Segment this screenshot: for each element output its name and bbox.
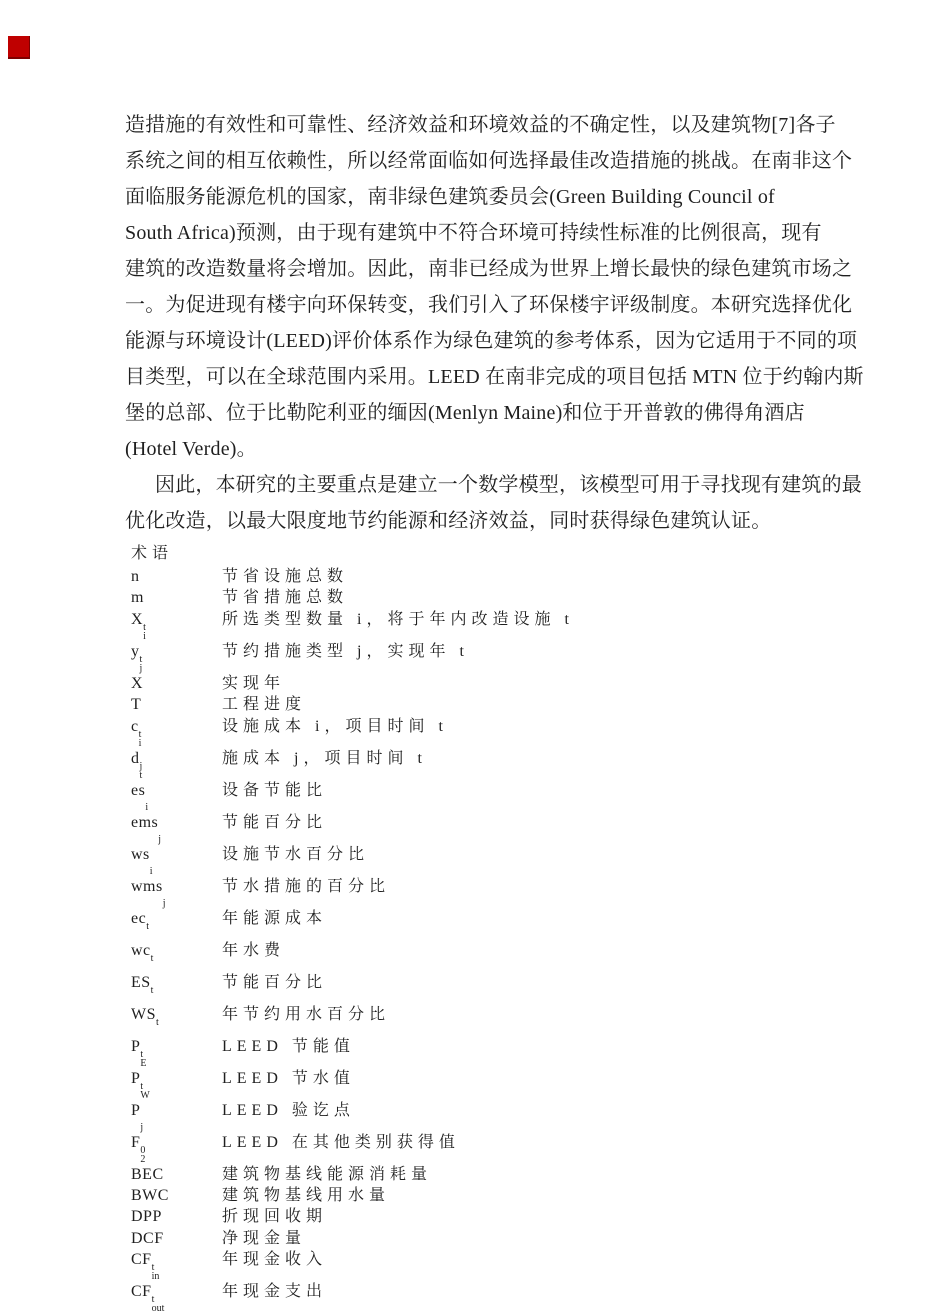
- symbol-scripts: [145, 794, 148, 812]
- symbol-scripts: [151, 954, 154, 972]
- symbol-base: T: [131, 696, 142, 714]
- glossary-definition: 节省措施总数: [222, 589, 349, 607]
- glossary-row: [131, 673, 847, 694]
- symbol-subscript: [156, 1027, 159, 1036]
- glossary-section: [131, 543, 847, 1313]
- glossary-symbol: [131, 1249, 222, 1281]
- paragraph-2: [125, 467, 862, 539]
- glossary-symbol: [131, 1164, 222, 1185]
- symbol-base: n: [131, 568, 140, 585]
- symbol-base: X: [131, 674, 144, 692]
- glossary-row: [131, 876, 847, 908]
- glossary-definition: LEED 在其他类别获得值: [222, 1133, 460, 1151]
- symbol-subscript: E: [140, 1057, 147, 1069]
- glossary-row: [131, 1228, 847, 1249]
- glossary-list: [131, 566, 847, 1313]
- paragraph-line: 造措施的有效性和可靠性、经济效益和环境效益的不确定性，以及建筑物[7]各子: [125, 114, 836, 136]
- glossary-definition: 节约措施类型 j，实现年 t: [222, 642, 469, 660]
- symbol-scripts: [140, 1050, 146, 1068]
- symbol-subscript: i: [143, 630, 146, 642]
- symbol-base: F: [131, 1133, 141, 1151]
- symbol-subscript: i: [149, 865, 153, 877]
- symbol-scripts: [150, 858, 153, 876]
- glossary-symbol: [131, 1206, 222, 1227]
- glossary-row: [131, 1068, 847, 1100]
- glossary-definition: 建筑物基线能源消耗量: [222, 1165, 433, 1183]
- glossary-symbol: [131, 1185, 222, 1206]
- glossary-symbol: [131, 908, 222, 940]
- symbol-scripts: [158, 826, 161, 844]
- symbol-scripts: [152, 1263, 160, 1281]
- symbol-base: DPP: [131, 1208, 162, 1226]
- glossary-definition: 净现金量: [222, 1229, 307, 1247]
- glossary-definition: 设施成本 i，项目时间 t: [222, 717, 448, 735]
- glossary-definition: 设备节能比: [222, 781, 328, 799]
- glossary-symbol: [131, 716, 222, 748]
- glossary-row: [131, 566, 847, 587]
- symbol-subscript: 2: [140, 1153, 146, 1165]
- glossary-definition: 节能百分比: [222, 973, 328, 991]
- glossary-row: [131, 812, 847, 844]
- glossary-symbol: [131, 1100, 222, 1132]
- symbol-subscript: j: [158, 833, 162, 845]
- glossary-symbol: [131, 587, 222, 608]
- glossary-definition: 建筑物基线用水量: [222, 1187, 391, 1205]
- symbol-subscript: [151, 963, 154, 972]
- symbol-base: wms: [131, 877, 163, 895]
- symbol-superscript: t: [150, 952, 154, 964]
- glossary-symbol: [131, 876, 222, 908]
- symbol-base: es: [131, 781, 146, 799]
- glossary-row: [131, 1004, 847, 1036]
- glossary-definition: 工程进度: [222, 696, 307, 714]
- symbol-base: wc: [131, 941, 151, 959]
- symbol-base: CF: [131, 1283, 152, 1301]
- symbol-scripts: [146, 922, 149, 940]
- glossary-symbol: [131, 694, 222, 715]
- glossary-definition: 节省设施总数: [222, 568, 349, 585]
- paragraphs: [125, 107, 864, 539]
- glossary-definition: 设施节水百分比: [222, 845, 370, 863]
- glossary-symbol: [131, 1036, 222, 1068]
- glossary-row: [131, 716, 847, 748]
- glossary-definition: 年现金支出: [222, 1283, 328, 1301]
- symbol-subscript: i: [138, 737, 142, 749]
- glossary-symbol: [131, 566, 222, 587]
- symbol-subscript: [146, 931, 149, 940]
- glossary-symbol: [131, 812, 222, 844]
- glossary-symbol: [131, 972, 222, 1004]
- paragraph-1: [125, 107, 864, 467]
- symbol-subscript: [151, 995, 154, 1004]
- symbol-scripts: [163, 890, 166, 908]
- glossary-symbol: [131, 1281, 222, 1313]
- symbol-scripts: [151, 986, 154, 1004]
- glossary-symbol: [131, 673, 222, 694]
- glossary-definition: 所选类型数量 i，将于年内改造设施 t: [222, 610, 574, 628]
- symbol-base: y: [131, 642, 140, 660]
- glossary-row: [131, 1206, 847, 1227]
- symbol-base: BEC: [131, 1165, 164, 1183]
- paragraph-line: (Hotel Verde)。: [125, 438, 257, 460]
- symbol-base: ws: [131, 845, 150, 863]
- symbol-base: P: [131, 1101, 141, 1119]
- glossary-row: [131, 641, 847, 673]
- symbol-scripts: [143, 623, 146, 641]
- symbol-subscript: j: [139, 662, 143, 674]
- symbol-superscript: 0: [140, 1144, 146, 1156]
- symbol-subscript: j: [140, 1121, 144, 1133]
- symbol-base: d: [131, 749, 140, 767]
- glossary-row: [131, 940, 847, 972]
- glossary-row: [131, 1281, 847, 1313]
- glossary-definition: 实现年: [222, 674, 286, 692]
- glossary-definition: 折现回收期: [222, 1208, 328, 1226]
- symbol-base: P: [131, 1037, 141, 1055]
- glossary-definition: LEED 验讫点: [222, 1101, 355, 1119]
- glossary-row: [131, 609, 847, 641]
- glossary-row: [131, 1249, 847, 1281]
- symbol-superscript: t: [146, 920, 149, 932]
- paragraph-line: 一。为促进现有楼宇向环保转变，我们引入了环保楼宇评级制度。本研究选择优化: [125, 294, 853, 316]
- paragraph-line: 建筑的改造数量将会增加。因此，南非已经成为世界上增长最快的绿色建筑市场之: [125, 258, 853, 280]
- glossary-definition: 年节约用水百分比: [222, 1005, 391, 1023]
- symbol-base: CF: [131, 1251, 152, 1269]
- symbol-base: BWC: [131, 1187, 169, 1205]
- symbol-subscript: out: [151, 1303, 165, 1314]
- paragraph-line: 堡的总部、位于比勒陀利亚的缅因(Menlyn Maine)和位于开普敦的佛得角酒店: [125, 402, 805, 424]
- symbol-scripts: [139, 730, 142, 748]
- symbol-base: X: [131, 610, 144, 628]
- symbol-base: P: [131, 1069, 141, 1087]
- glossary-row: [131, 1132, 847, 1164]
- glossary-symbol: [131, 641, 222, 673]
- glossary-definition: 施成本 j，项目时间 t: [222, 749, 427, 767]
- paragraph-line: 面临服务能源危机的国家，南非绿色建筑委员会(Green Building Council of: [125, 186, 775, 208]
- glossary-definition: 年水费: [222, 941, 286, 959]
- paragraph-line: 系统之间的相互依赖性，所以经常面临如何选择最佳改造措施的挑战。在南非这个: [125, 150, 853, 172]
- symbol-subscript: i: [145, 801, 149, 813]
- symbol-superscript: t: [140, 1080, 144, 1092]
- glossary-row: [131, 1164, 847, 1185]
- symbol-superscript: t: [143, 621, 146, 633]
- symbol-base: m: [131, 589, 144, 607]
- glossary-row: [131, 844, 847, 876]
- symbol-superscript: t: [151, 1294, 155, 1306]
- glossary-symbol: [131, 780, 222, 812]
- glossary-row: [131, 748, 847, 780]
- glossary-symbol: [131, 1068, 222, 1100]
- symbol-base: ec: [131, 909, 147, 927]
- symbol-scripts: [140, 762, 143, 780]
- symbol-superscript: t: [139, 653, 143, 665]
- symbol-superscript: j: [139, 760, 143, 772]
- paragraph-line: South Africa)预测，由于现有建筑中不符合环境可持续性标准的比例很高，现有: [125, 222, 822, 244]
- glossary-row: [131, 1185, 847, 1206]
- symbol-superscript: t: [151, 1262, 155, 1274]
- glossary-definition: 节能百分比: [222, 813, 328, 831]
- glossary-row: [131, 908, 847, 940]
- glossary-symbol: [131, 609, 222, 641]
- glossary-symbol: [131, 940, 222, 972]
- glossary-row: [131, 587, 847, 608]
- glossary-heading: 术语: [131, 545, 174, 562]
- symbol-base: DCF: [131, 1229, 164, 1247]
- paragraph-line: 目类型，可以在全球范围内采用。LEED 在南非完成的项目包括 MTN 位于约翰内斯: [125, 366, 864, 388]
- glossary-definition: 年能源成本: [222, 909, 328, 927]
- symbol-base: c: [131, 717, 139, 735]
- glossary-row: [131, 972, 847, 1004]
- glossary-definition: LEED 节能值: [222, 1037, 355, 1055]
- symbol-base: ES: [131, 973, 151, 991]
- symbol-scripts: [140, 655, 143, 673]
- symbol-scripts: [140, 1082, 149, 1100]
- symbol-subscript: in: [151, 1271, 160, 1283]
- glossary-symbol: [131, 844, 222, 876]
- glossary-definition: 节水措施的百分比: [222, 877, 391, 895]
- symbol-subscript: W: [140, 1089, 150, 1101]
- symbol-subscript: t: [139, 769, 143, 781]
- glossary-symbol: [131, 1004, 222, 1036]
- glossary-definition: LEED 节水值: [222, 1069, 355, 1087]
- symbol-subscript: j: [162, 897, 166, 909]
- glossary-symbol: [131, 1228, 222, 1249]
- symbol-superscript: t: [140, 1048, 144, 1060]
- glossary-symbol: [131, 1132, 222, 1164]
- document-content: [125, 107, 864, 1314]
- paragraph-line: 因此，本研究的主要重点是建立一个数学模型，该模型可用于寻找现有建筑的最: [155, 474, 862, 496]
- symbol-superscript: t: [156, 1016, 159, 1028]
- symbol-base: WS: [131, 1005, 156, 1023]
- symbol-scripts: [140, 1114, 143, 1132]
- symbol-scripts: [140, 1146, 145, 1164]
- symbol-base: ems: [131, 813, 159, 831]
- glossary-row: [131, 1036, 847, 1068]
- glossary-row: [131, 1100, 847, 1132]
- symbol-superscript: t: [150, 984, 154, 996]
- symbol-scripts: [156, 1018, 159, 1036]
- symbol-scripts: [152, 1295, 165, 1313]
- red-marker-square: [8, 36, 30, 59]
- glossary-definition: 年现金收入: [222, 1251, 328, 1269]
- symbol-superscript: t: [138, 728, 142, 740]
- paragraph-line: 能源与环境设计(LEED)评价体系作为绿色建筑的参考体系，因为它适用于不同的项: [125, 330, 858, 352]
- glossary-symbol: [131, 748, 222, 780]
- glossary-row: [131, 694, 847, 715]
- glossary-row: [131, 780, 847, 812]
- paragraph-line: 优化改造，以最大限度地节约能源和经济效益，同时获得绿色建筑认证。: [125, 510, 772, 532]
